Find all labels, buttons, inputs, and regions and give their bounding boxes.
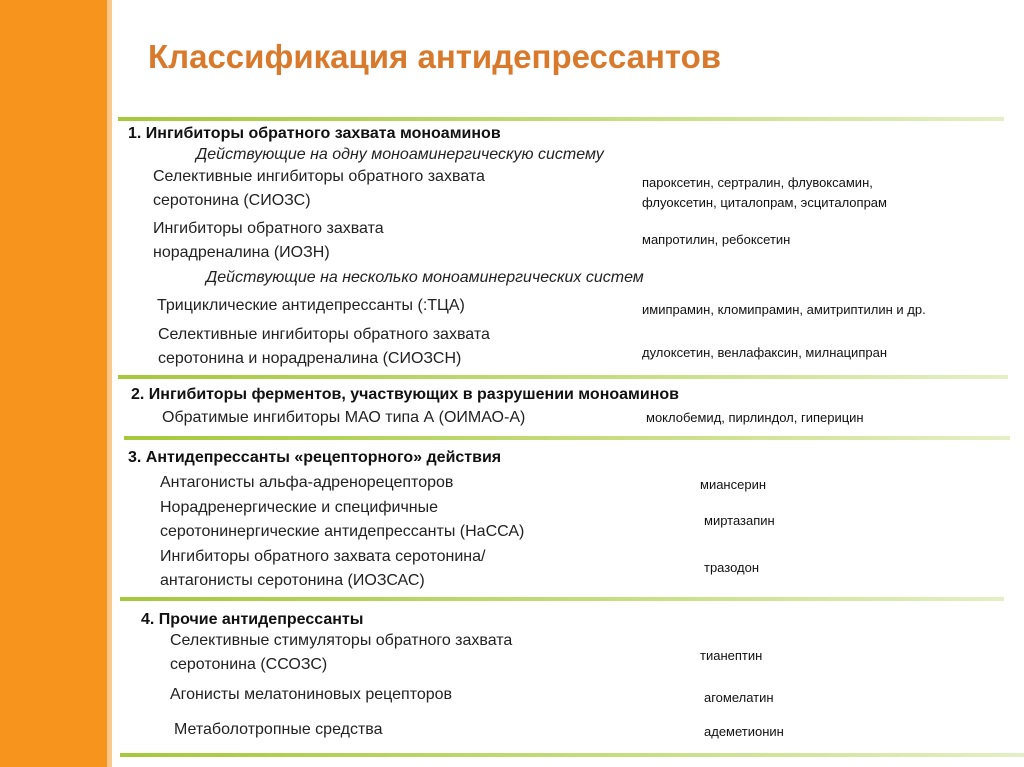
item-nassa-line2: серотонинергические антидепрессанты (НаССА) bbox=[160, 523, 525, 540]
item-ssre-line2: серотонина (ССОЗС) bbox=[170, 656, 328, 673]
item-nassa-line1: Норадренергические и специфичные bbox=[160, 499, 439, 516]
item-sari-line2: антагонисты серотонина (ИОЗСАС) bbox=[160, 572, 425, 589]
item-sari-line1: Ингибиторы обратного захвата серотонина/ bbox=[160, 548, 486, 565]
drugs-alpha-antagonists: миансерин bbox=[700, 477, 767, 492]
group-4-heading: 4. Прочие антидепрессанты bbox=[141, 611, 364, 628]
drugs-ssri-line2: флуоксетин, циталопрам, эсциталопрам bbox=[642, 195, 887, 210]
drugs-ssre: тианептин bbox=[700, 648, 763, 663]
drugs-ssri-line1: пароксетин, сертралин, флувоксамин, bbox=[642, 175, 873, 190]
side-bar-stripe bbox=[107, 0, 112, 767]
divider-5 bbox=[120, 753, 1024, 757]
divider-1 bbox=[118, 117, 1004, 121]
item-ssri-line2: серотонина (СИОЗС) bbox=[153, 192, 311, 209]
divider-4 bbox=[120, 597, 1004, 601]
group-2-heading: 2. Ингибиторы ферментов, участвующих в разрушении моноаминов bbox=[131, 386, 679, 403]
item-tca: Трициклические антидепрессанты (:ТЦА) bbox=[157, 297, 465, 314]
group-3-heading: 3. Антидепрессанты «рецепторного» действия bbox=[128, 449, 502, 466]
item-melatonin-agonists: Агонисты мелатониновых рецепторов bbox=[170, 686, 453, 703]
divider-2 bbox=[118, 375, 1008, 379]
orange-side-bar bbox=[0, 0, 107, 767]
page-title: Классификация антидепрессантов bbox=[148, 38, 722, 75]
drugs-rima: моклобемид, пирлиндол, гиперицин bbox=[646, 410, 864, 425]
item-snri-line2: серотонина и норадреналина (СИОЗСН) bbox=[158, 350, 462, 367]
item-snri-line1: Селективные ингибиторы обратного захвата bbox=[158, 326, 490, 343]
item-nri-line2: норадреналина (ИОЗН) bbox=[153, 244, 330, 261]
item-metabolotropic: Метаболотропные средства bbox=[174, 721, 383, 738]
drugs-nassa: миртазапин bbox=[704, 513, 775, 528]
item-ssre-line1: Селективные стимуляторы обратного захвата bbox=[170, 632, 513, 649]
group-1-subheading-multi: Действующие на несколько моноаминергических систем bbox=[206, 269, 644, 286]
item-rima: Обратимые ингибиторы МАО типа А (ОИМАО-А) bbox=[162, 409, 526, 426]
item-ssri-line1: Селективные ингибиторы обратного захвата bbox=[153, 168, 485, 185]
item-alpha-antagonists: Антагонисты альфа-адренорецепторов bbox=[160, 474, 454, 491]
drugs-metabolotropic: адеметионин bbox=[704, 724, 784, 739]
group-1-subheading-single: Действующие на одну моноаминергическую систему bbox=[196, 146, 604, 163]
group-1-heading: 1. Ингибиторы обратного захвата моноаминов bbox=[128, 125, 501, 142]
item-nri-line1: Ингибиторы обратного захвата bbox=[153, 220, 384, 237]
drugs-snri: дулоксетин, венлафаксин, милнаципран bbox=[642, 345, 888, 360]
drugs-tca: имипрамин, кломипрамин, амитриптилин и др. bbox=[642, 302, 926, 317]
drugs-nri: мапротилин, ребоксетин bbox=[642, 232, 791, 247]
drugs-sari: тразодон bbox=[704, 560, 760, 575]
drugs-melatonin-agonists: агомелатин bbox=[704, 690, 774, 705]
divider-3 bbox=[124, 436, 1010, 440]
